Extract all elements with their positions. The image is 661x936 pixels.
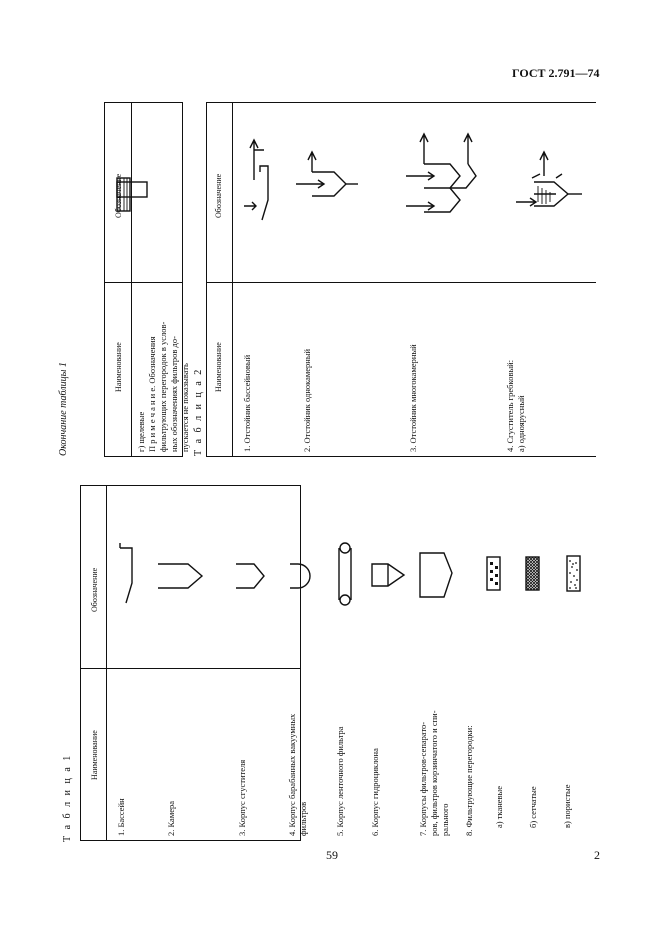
- table1-row-5: 5. Корпус ленточного фильтра: [335, 726, 345, 836]
- table1-end-caption: Окончание таблицы 1: [58, 362, 69, 456]
- table1-end-note-4: пускается не показывать: [180, 363, 190, 452]
- table1-row-3: 3. Корпус сгустителя: [237, 759, 247, 836]
- chamber-icon: [158, 562, 208, 590]
- table1-end-col-symbol: Обозначение: [114, 173, 123, 218]
- table1-row-7b: ров, фильтров корзинчатого и спи-: [429, 710, 439, 836]
- table2-col-symbol: Обозначение: [214, 173, 223, 218]
- fabric-partition-icon: [486, 556, 502, 592]
- standard-number: ГОСТ 2.791—74: [512, 66, 600, 80]
- table1-col-name: Наименование: [90, 730, 99, 780]
- table1-row-8b: б) сетчатые: [528, 786, 538, 828]
- table1-end-note-3: ных обозначениях фильтров до-: [169, 336, 179, 452]
- footer-page-number: 59: [326, 848, 338, 862]
- filter-separator-body-icon: [420, 553, 460, 603]
- table1-row-7c: рального: [440, 803, 450, 836]
- thickener-body-icon: [236, 562, 272, 590]
- porous-partition-icon: [566, 555, 582, 593]
- table2-row-1: 1. Отстойник бассейновый: [242, 354, 252, 452]
- basin-icon: [116, 543, 136, 603]
- table1-row-8c: в) пористые: [562, 784, 572, 828]
- table1-end-col-name: Наименование: [114, 342, 123, 392]
- table1-row-2: 2. Камера: [166, 800, 176, 836]
- table2-row-2: 2. Отстойник однокамерный: [302, 348, 312, 452]
- table1-row-8a: а) тканевые: [494, 785, 504, 828]
- table1-row-6: 6. Корпус гидроциклона: [370, 748, 380, 836]
- table2-row-3: 3. Отстойник многокамерный: [408, 344, 418, 452]
- table1-end-note-2: фильтрующих перегородок в услов-: [158, 321, 168, 452]
- table2-row-4a: 4. Сгуститель гребковый:: [505, 359, 515, 452]
- table1-row-4b: фильтров: [298, 801, 308, 836]
- table2-col-name: Наименование: [214, 342, 223, 392]
- hydrocyclone-body-icon: [372, 562, 412, 590]
- table1-end-row: г) щелевые: [136, 411, 146, 452]
- page-number: 2: [594, 848, 600, 862]
- slotted-partition-lines-icon: [116, 177, 136, 213]
- single-chamber-settler-icon: [296, 152, 366, 212]
- drum-vacuum-filter-body-icon: [290, 562, 316, 590]
- multi-chamber-settler-icon: [406, 134, 486, 224]
- table2-row-4b: а) одноярусный: [516, 395, 526, 452]
- belt-filter-body-icon: [335, 542, 357, 606]
- table1-col-symbol: Обозначение: [90, 567, 99, 612]
- table1-row-8: 8. Фильтрующие перегородки:: [464, 725, 474, 836]
- table1-row-4a: 4. Корпус барабанных вакуумных: [287, 713, 297, 836]
- table1-caption: Т а б л и ц а 1: [62, 753, 73, 842]
- rake-thickener-icon: [512, 152, 592, 222]
- mesh-partition-icon: [525, 556, 541, 592]
- basin-settler-icon: [244, 140, 274, 220]
- table1-row-1: 1. Бассейн: [116, 798, 126, 836]
- table1-row-7a: 7. Корпусы фильтров-сепарато-: [418, 721, 428, 836]
- table1-end-note-1: П р и м е ч а н и е. Обозначения: [147, 336, 157, 452]
- table2-caption: Т а б л и ц а 2: [193, 367, 204, 456]
